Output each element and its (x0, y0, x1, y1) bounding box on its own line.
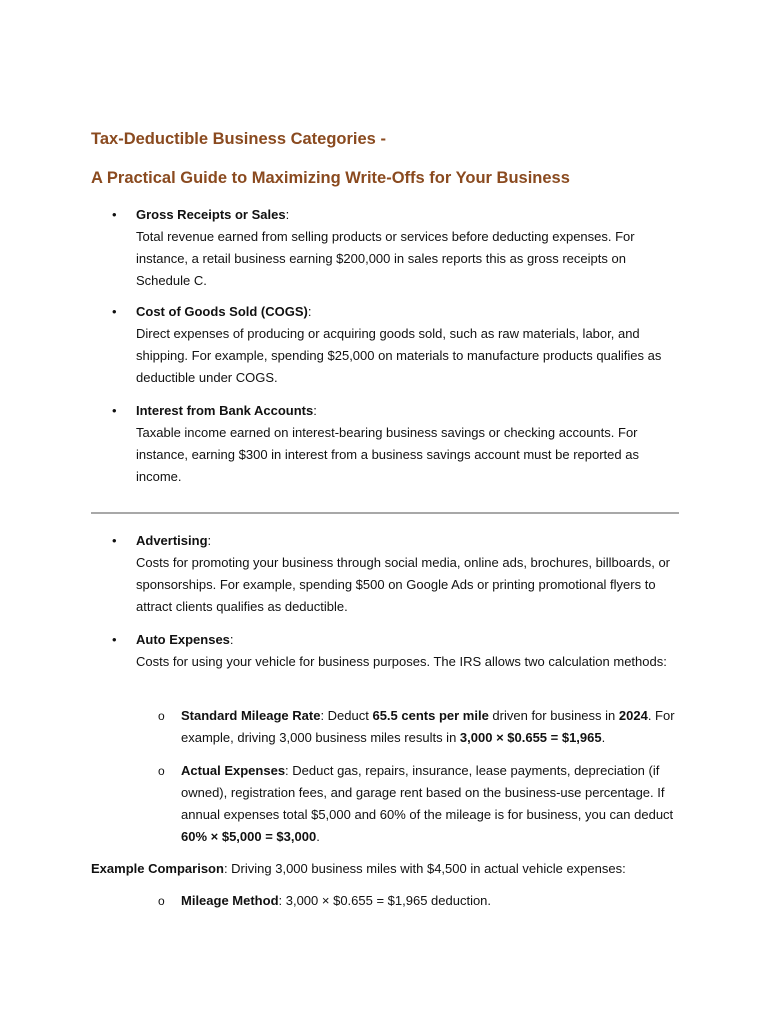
bullet-icon: • (112, 304, 117, 319)
item-colon: : (207, 533, 212, 548)
sub-item-text: : Deduct gas, repairs, insurance, lease payments, depreciation (if owned), registration fees, and garage rent based on the business-use percentage. If annual expenses total $5,000 and 60% of the mileage is for business, you can deduct (181, 763, 674, 822)
sub-item-emphasis: 2024 (618, 708, 648, 723)
sub-item-term: Actual Expenses (181, 763, 286, 778)
item-colon: : (313, 403, 317, 418)
bullet-icon: • (112, 632, 117, 647)
sub-item-text: . For example, driving 3,000 business miles results in (181, 708, 675, 745)
item-term: Advertising (136, 533, 208, 548)
sub-list-item-body (181, 890, 681, 912)
item-description: Taxable income earned on interest-bearing business savings or checking accounts. For instance, earning $300 in interest from a business savings account must be reported as income. (136, 425, 639, 484)
sub-item-term: Standard Mileage Rate (181, 708, 321, 723)
list-item-body (136, 400, 681, 488)
item-term: Auto Expenses (136, 632, 230, 647)
item-description: Direct expenses of producing or acquiring goods sold, such as raw materials, labor, and shipping. For example, spending $25,000 on materials to manufacture products qualifies as deductible under COGS. (136, 326, 662, 385)
sub-item-text: : 3,000 × $0.655 = $1,965 deduction. (278, 893, 492, 908)
item-description: Total revenue earned from selling products or services before deducting expenses. For instance, a retail business earning $200,000 in sales reports this as gross receipts on Schedule C. (136, 229, 635, 288)
sub-item-emphasis: 65.5 cents per mile (372, 708, 489, 723)
bullet-icon: • (112, 207, 117, 222)
comparison-label: Example Comparison (91, 861, 224, 876)
comparison-paragraph (91, 858, 626, 880)
list-item-body (136, 629, 681, 673)
item-term: Interest from Bank Accounts (136, 403, 314, 418)
list-item-body (136, 204, 681, 292)
item-colon: : (229, 632, 234, 647)
document-subtitle: A Practical Guide to Maximizing Write-Offs for Your Business (91, 169, 570, 187)
bullet-icon: • (112, 533, 117, 548)
circle-bullet-icon: o (158, 894, 165, 908)
item-description: Costs for using your vehicle for business purposes. The IRS allows two calculation methods: (136, 654, 667, 669)
sub-item-emphasis: 3,000 × $0.655 = $1,965 (459, 730, 602, 745)
horizontal-divider (91, 512, 679, 514)
item-colon: : (307, 304, 312, 319)
sub-item-text: : Deduct (320, 708, 373, 723)
list-item-body (136, 530, 681, 618)
comparison-text: : Driving 3,000 business miles with $4,500 in actual vehicle expenses: (223, 861, 626, 876)
sub-item-text: driven for business in (488, 708, 619, 723)
sub-item-text: . (601, 730, 606, 745)
document-title: Tax-Deductible Business Categories - (91, 130, 386, 148)
sub-list-item-body (181, 760, 681, 848)
sub-list-item-body (181, 705, 681, 749)
item-colon: : (285, 207, 290, 222)
sub-item-text: . (316, 829, 320, 844)
item-term: Gross Receipts or Sales (136, 207, 286, 222)
item-term: Cost of Goods Sold (COGS) (136, 304, 308, 319)
bullet-icon: • (112, 403, 117, 418)
sub-item-emphasis: 60% × $5,000 = $3,000 (181, 829, 317, 844)
circle-bullet-icon: o (158, 709, 165, 723)
circle-bullet-icon: o (158, 764, 165, 778)
item-description: Costs for promoting your business through social media, online ads, brochures, billboards, or sponsorships. For example, spending $500 on Google Ads or printing promotional flyers to attract clients qualifies as deductible. (136, 555, 670, 614)
sub-item-term: Mileage Method (181, 893, 279, 908)
list-item-body (136, 301, 681, 389)
